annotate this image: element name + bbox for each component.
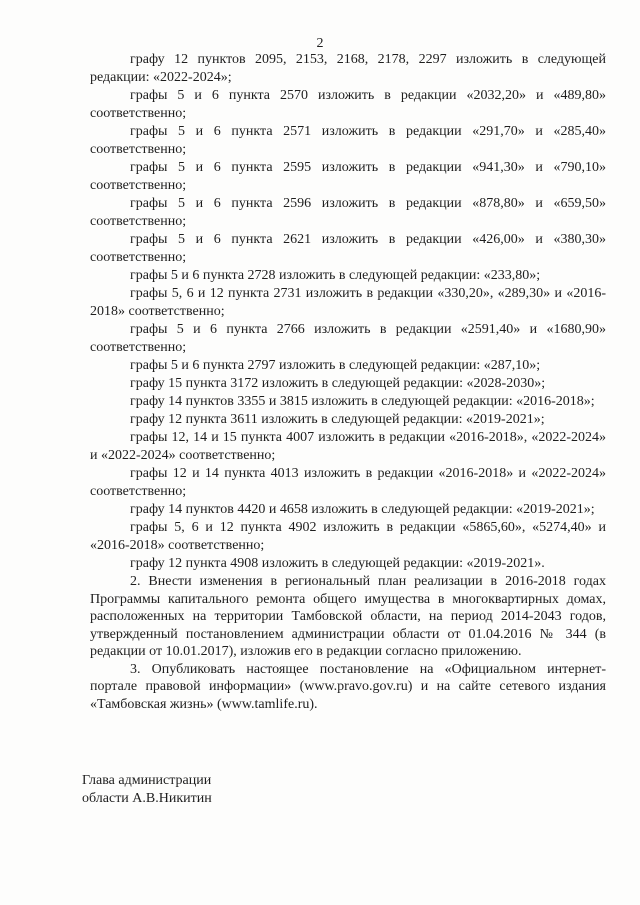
paragraph: графу 12 пункта 4908 изложить в следующей редакции: «2019-2021». bbox=[130, 556, 545, 571]
paragraph-item-2: 2. Внести изменения в региональный план реализации в 2016-2018 годах Программы капитального ремонта общего имущества в многоквартирных домах, расположенных на территории Тамбовской области, на период 2014-2043 годов, утвержденный постановлением администрации области от 01.04.2016 № 344 (в редакции от 10.01.2017), изложив его в редакции согласно приложению. bbox=[90, 574, 606, 659]
paragraph: графы 5 и 6 пункта 2797 изложить в следующей редакции: «287,10»; bbox=[130, 358, 541, 373]
signature-title: Глава администрации bbox=[82, 773, 212, 788]
paragraph: графы 5 и 6 пункта 2571 изложить в редакции «291,70» и «285,40» соответственно; bbox=[90, 124, 606, 157]
paragraph: графу 14 пунктов 4420 и 4658 изложить в следующей редакции: «2019-2021»; bbox=[130, 502, 595, 517]
paragraph: графу 12 пунктов 2095, 2153, 2168, 2178, 2297 изложить в следующей редакции: «2022-2024»; bbox=[90, 52, 606, 85]
signature-name: области А.В.Никитин bbox=[82, 791, 212, 806]
paragraph: графы 5 и 6 пункта 2621 изложить в редакции «426,00» и «380,30» соответственно; bbox=[90, 232, 606, 265]
signature-block bbox=[82, 772, 212, 808]
paragraph: графы 5 и 6 пункта 2596 изложить в редакции «878,80» и «659,50» соответственно; bbox=[90, 196, 606, 229]
paragraph: графу 12 пункта 3611 изложить в следующей редакции: «2019-2021»; bbox=[130, 412, 545, 427]
paragraph: графы 5 и 6 пункта 2766 изложить в редакции «2591,40» и «1680,90» соответственно; bbox=[90, 322, 606, 355]
page-number: 2 bbox=[316, 36, 324, 51]
paragraph: графу 15 пункта 3172 изложить в следующей редакции: «2028-2030»; bbox=[130, 376, 546, 391]
paragraph: графы 5, 6 и 12 пункта 2731 изложить в редакции «330,20», «289,30» и «2016-2018» соответственно; bbox=[90, 286, 606, 319]
paragraph: графы 5 и 6 пункта 2570 изложить в редакции «2032,20» и «489,80» соответственно; bbox=[90, 88, 606, 121]
document-body bbox=[90, 51, 606, 713]
paragraph: графы 12, 14 и 15 пункта 4007 изложить в редакции «2016-2018», «2022-2024» и «2022-2024» соответственно; bbox=[90, 430, 606, 463]
paragraph: графы 5, 6 и 12 пункта 4902 изложить в редакции «5865,60», «5274,40» и «2016-2018» соответственно; bbox=[90, 520, 606, 553]
paragraph: графы 5 и 6 пункта 2728 изложить в следующей редакции: «233,80»; bbox=[130, 268, 541, 283]
paragraph: графы 5 и 6 пункта 2595 изложить в редакции «941,30» и «790,10» соответственно; bbox=[90, 160, 606, 193]
paragraph: графу 14 пунктов 3355 и 3815 изложить в следующей редакции: «2016-2018»; bbox=[130, 394, 595, 409]
paragraph: графы 12 и 14 пункта 4013 изложить в редакции «2016-2018» и «2022-2024» соответственно; bbox=[90, 466, 606, 499]
paragraph-item-3: 3. Опубликовать настоящее постановление на «Официальном интернет-портале правовой информации» (www.pravo.gov.ru) и на сайте сетевого издания «Тамбовская жизнь» (www.tamlife.ru). bbox=[90, 661, 606, 712]
